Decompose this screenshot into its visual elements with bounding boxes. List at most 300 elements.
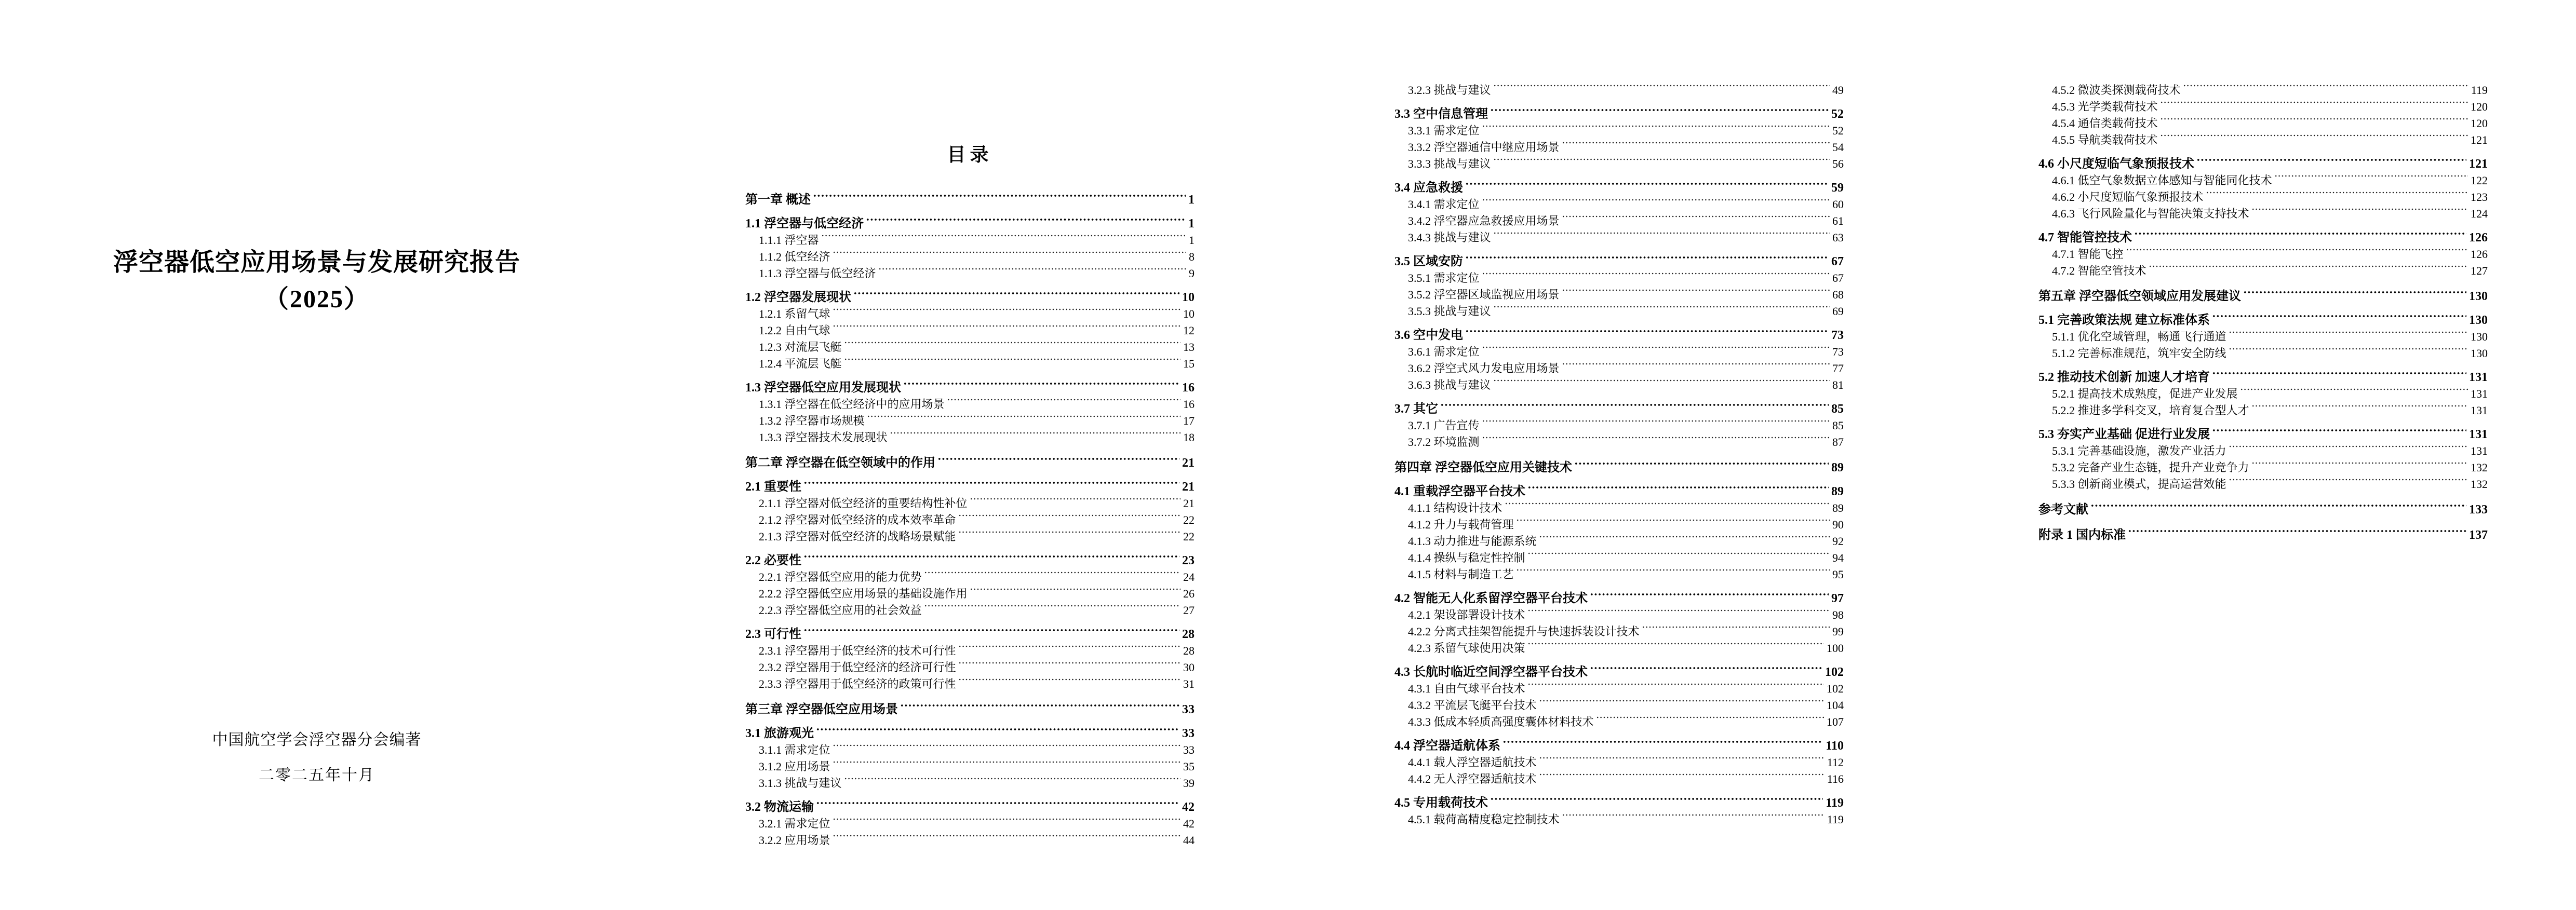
dot-leader [903,379,1179,396]
toc-entry-label: 3.5 区域安防 [1394,255,1463,268]
toc-entry-label: 4.4.2 无人浮空器适航技术 [1408,772,1537,785]
dot-leader [2229,443,2468,459]
dot-leader [970,586,1180,602]
toc-entry[interactable] [1394,229,1844,246]
toc-entry-page: 15 [1183,357,1195,370]
toc-entry-label: 1.2.4 平流层飞艇 [759,357,842,370]
toc-entry[interactable] [1394,401,1844,417]
toc-entry-page: 10 [1182,291,1195,304]
dot-leader [1527,681,1824,697]
toc-entry-page: 97 [1831,592,1844,605]
toc-entry-label: 第三章 浮空器低空应用场景 [745,703,898,716]
toc-entry-page: 26 [1183,587,1195,600]
dot-leader [1482,123,1830,139]
toc-entry[interactable] [2038,132,2488,148]
toc-entry-page: 130 [2471,330,2488,343]
toc-entry-label: 4.4.1 载人浮空器适航技术 [1408,756,1537,769]
dot-leader [816,725,1179,742]
toc-entry[interactable] [1394,483,1844,500]
toc-entry[interactable] [2038,206,2488,222]
toc-entry[interactable] [1394,566,1844,583]
dot-leader [2251,459,2468,476]
toc-entry-page: 116 [1827,772,1844,785]
dot-leader [1482,417,1830,434]
toc-entry[interactable] [2038,459,2488,476]
toc-entry-page: 22 [1183,513,1195,526]
toc-entry[interactable] [745,552,1195,569]
dot-leader [1505,500,1830,517]
dot-leader [1502,738,1823,754]
toc-entry-page: 131 [2469,428,2488,441]
dot-leader [1516,566,1830,583]
toc-entry-page: 16 [1182,381,1195,395]
toc-entry[interactable] [2038,329,2488,345]
cover-page [0,0,634,910]
toc-entry[interactable] [1394,697,1844,714]
toc-entry[interactable] [2038,156,2488,172]
toc-entry-label: 第五章 浮空器低空领域应用发展建议 [2038,290,2241,303]
toc-entry[interactable] [1394,417,1844,434]
toc-entry-page: 1 [1188,193,1195,207]
toc-entry[interactable] [745,659,1195,676]
toc-entry-label: 4.1.4 操纵与稳定性控制 [1408,551,1525,564]
toc-entry-label: 3.4.1 需求定位 [1408,198,1480,211]
toc-entry-page: 33 [1182,727,1195,740]
toc-list-3 [2038,82,2488,544]
report-date: 二零二五年十月 [259,767,375,784]
toc-entry[interactable] [1394,533,1844,550]
dot-leader [2206,189,2468,206]
dot-leader [2126,246,2468,263]
toc-entry[interactable] [1394,681,1844,697]
toc-entry-label: 4.3.2 平流层飞艇平台技术 [1408,699,1537,712]
toc-entry[interactable] [1394,287,1844,303]
dot-leader [878,265,1186,282]
toc-list-1 [745,183,1195,849]
dot-leader [2160,132,2468,148]
toc-entry-page: 21 [1182,456,1195,470]
toc-entry[interactable] [1394,590,1844,607]
toc-entry-page: 21 [1183,497,1195,510]
toc-entry[interactable] [2038,369,2488,386]
toc-entry[interactable] [1394,738,1844,754]
dot-leader [2243,288,2466,305]
toc-entry[interactable] [2038,229,2488,246]
dot-leader [958,643,1180,659]
report-title-year: （2025） [263,286,370,313]
toc-entry-page: 130 [2471,347,2488,360]
toc-entry[interactable] [2038,501,2488,518]
dot-leader [1482,434,1830,451]
toc-entry-page: 94 [1832,551,1844,564]
toc-entry-page: 69 [1832,305,1844,318]
toc-entry[interactable] [745,413,1195,429]
toc-entry-page: 28 [1183,644,1195,657]
toc-entry[interactable] [745,816,1195,832]
toc-entry-page: 121 [2471,133,2488,146]
toc-entry-label: 4.6.2 小尺度短临气象预报技术 [2052,191,2204,203]
toc-entry-label: 3.4 应急救援 [1394,181,1463,195]
toc-entry[interactable] [745,676,1195,692]
toc-entry-page: 8 [1189,250,1195,263]
toc-entry-page: 131 [2471,404,2488,417]
toc-entry-label: 5.2.1 提高技术成熟度，促进产业发展 [2052,387,2238,400]
toc-entry-page: 122 [2471,174,2488,187]
toc-entry[interactable] [745,192,1195,208]
toc-entry[interactable] [2038,288,2488,305]
toc-entry-page: 60 [1832,198,1844,211]
dot-leader [1440,401,1829,417]
dot-leader [844,775,1180,792]
toc-entry-label: 3.4.2 浮空器应急救援应用场景 [1408,214,1560,227]
toc-entry[interactable] [1394,180,1844,196]
toc-entry[interactable] [1394,550,1844,566]
toc-entry-label: 3.3 空中信息管理 [1394,107,1488,121]
dot-leader [1482,344,1830,360]
toc-entry[interactable] [745,379,1195,396]
toc-entry[interactable] [2038,263,2488,279]
toc-entry-page: 126 [2469,231,2488,245]
toc-entry-label: 4.6 小尺度短临气象预报技术 [2038,157,2194,171]
toc-entry[interactable] [1394,795,1844,811]
toc-entry-label: 2.3.2 浮空器用于低空经济的经济可行性 [759,661,956,674]
toc-entry[interactable] [745,569,1195,586]
toc-entry[interactable] [745,602,1195,619]
dot-leader [937,455,1179,471]
toc-entry[interactable] [2038,99,2488,115]
toc-entry[interactable] [1394,139,1844,156]
dot-leader [958,659,1180,676]
toc-entry-label: 3.3.2 浮空器通信中继应用场景 [1408,141,1560,154]
toc-entry[interactable] [745,339,1195,356]
dot-leader [1590,590,1829,607]
toc-entry[interactable] [1394,459,1844,476]
toc-entry[interactable] [745,832,1195,849]
toc-entry[interactable] [745,528,1195,545]
toc-entry-label: 4.2.2 分离式挂架智能提升与快速拆装设计技术 [1408,625,1640,638]
toc-entry-label: 3.1 旅游观光 [745,727,814,740]
dot-leader [833,758,1180,775]
toc-entry[interactable] [2038,527,2488,544]
toc-entry-page: 137 [2469,528,2488,542]
toc-entry-page: 31 [1183,677,1195,690]
toc-entry-label: 4.1.2 升力与载荷管理 [1408,518,1514,531]
dot-leader [2240,386,2468,402]
dot-leader [833,742,1180,758]
toc-entry-label: 5.2.2 推进多学科交叉，培育复合型人才 [2052,404,2249,417]
toc-entry-page: 16 [1183,398,1195,411]
toc-entry-page: 52 [1832,124,1844,137]
toc-entry-label: 4.1.1 结构设计技术 [1408,501,1502,514]
dot-leader [1490,106,1829,123]
dot-leader [1493,377,1830,393]
toc-entry[interactable] [745,306,1195,322]
dot-leader [1493,156,1830,172]
toc-entry[interactable] [2038,189,2488,206]
toc-entry[interactable] [745,396,1195,413]
toc-entry[interactable] [1394,327,1844,344]
toc-entry-page: 27 [1183,604,1195,617]
dot-leader [958,676,1180,692]
toc-entry-page: 130 [2469,314,2488,327]
toc-entry-page: 85 [1831,402,1844,416]
toc-entry-page: 54 [1832,141,1844,154]
toc-entry-page: 119 [2471,84,2488,97]
toc-entry-page: 44 [1183,834,1195,847]
toc-entry-label: 4.5.1 载荷高精度稳定控制技术 [1408,813,1560,826]
toc-entry-label: 4.5.5 导航类载荷技术 [2052,133,2158,146]
toc-entry-label: 3.1.1 需求定位 [759,743,830,756]
toc-entry[interactable] [1394,623,1844,640]
toc-entry-page: 124 [2471,207,2488,220]
toc-entry[interactable] [2038,476,2488,493]
toc-entry-page: 102 [1827,682,1844,695]
dot-leader [1562,139,1830,156]
toc-entry-page: 35 [1183,760,1195,773]
toc-entry[interactable] [745,232,1195,249]
dot-leader [1493,303,1830,320]
toc-entry-label: 2.1.1 浮空器对低空经济的重要结构性补位 [759,497,968,510]
toc-entry[interactable] [745,479,1195,495]
dot-leader [1539,771,1824,787]
toc-entry-label: 4.3 长航时临近空间浮空器平台技术 [1394,665,1588,679]
toc-entry[interactable] [1394,607,1844,623]
toc-entry[interactable] [1394,156,1844,172]
toc-entry-label: 5.3.1 完善基础设施，激发产业活力 [2052,444,2226,457]
toc-entry-label: 5.1 完善政策法规 建立标准体系 [2038,314,2210,327]
toc-entry-label: 4.3.1 自由气球平台技术 [1408,682,1525,695]
toc-entry[interactable] [745,289,1195,306]
toc-entry[interactable] [1394,377,1844,393]
toc-entry-page: 131 [2471,387,2488,400]
toc-entry-page: 89 [1831,485,1844,498]
dot-leader [2251,402,2468,419]
toc-entry[interactable] [1394,196,1844,213]
dot-leader [1562,811,1824,828]
toc-entry-page: 99 [1832,625,1844,638]
dot-leader [947,396,1180,413]
toc-entry-page: 67 [1831,255,1844,268]
toc-entry[interactable] [2038,246,2488,263]
toc-entry-page: 63 [1832,231,1844,244]
toc-entry[interactable] [1394,664,1844,681]
toc-entry[interactable] [745,495,1195,512]
toc-entry[interactable] [745,265,1195,282]
toc-entry[interactable] [1394,714,1844,730]
toc-entry-page: 33 [1183,743,1195,756]
toc-entry-page: 18 [1183,431,1195,444]
toc-entry-page: 28 [1182,628,1195,641]
toc-entry[interactable] [2038,345,2488,362]
toc-entry-label: 3.2.3 挑战与建议 [1408,84,1491,97]
toc-entry-label: 2.1.2 浮空器对低空经济的成本效率革命 [759,513,956,526]
toc-entry-label: 1.2.2 自由气球 [759,324,830,337]
toc-entry-label: 2.2.3 浮空器低空应用的社会效益 [759,604,922,617]
toc-entry[interactable] [745,429,1195,446]
toc-list-2 [1394,82,1844,828]
toc-entry[interactable] [745,356,1195,372]
toc-entry[interactable] [1394,123,1844,139]
toc-entry[interactable] [2038,82,2488,99]
toc-entry-label: 3.6.3 挑战与建议 [1408,378,1491,391]
toc-entry[interactable] [1394,517,1844,533]
toc-entry[interactable] [1394,500,1844,517]
toc-entry[interactable] [745,322,1195,339]
toc-entry[interactable] [745,758,1195,775]
toc-entry-label: 4.6.3 飞行风险量化与智能决策支持技术 [2052,207,2249,220]
toc-entry[interactable] [745,643,1195,659]
dot-leader [2134,229,2466,246]
toc-entry[interactable] [2038,386,2488,402]
toc-entry-label: 1.2 浮空器发展现状 [745,291,851,304]
report-author: 中国航空学会浮空器分会编著 [212,731,422,749]
toc-entry[interactable] [745,701,1195,718]
toc-entry[interactable] [2038,172,2488,189]
dot-leader [2251,206,2468,222]
toc-entry-label: 4.6.1 低空气象数据立体感知与智能同化技术 [2052,174,2272,187]
toc-entry[interactable] [745,249,1195,265]
dot-leader [1465,327,1829,344]
dot-leader [803,552,1179,569]
toc-entry[interactable] [745,215,1195,232]
toc-entry-page: 120 [2471,117,2488,130]
toc-entry[interactable] [1394,270,1844,287]
dot-leader [2229,476,2468,493]
toc-entry-page: 123 [2471,191,2488,203]
dot-leader [2183,82,2468,99]
dot-leader [2212,369,2466,386]
toc-entry[interactable] [1394,253,1844,270]
toc-entry-label: 5.3.3 创新商业模式，提高运营效能 [2052,478,2226,491]
dot-leader [1562,213,1830,229]
toc-entry-page: 119 [1826,796,1844,810]
dot-leader [1527,640,1824,657]
toc-entry-page: 73 [1831,329,1844,342]
toc-entry-page: 92 [1832,535,1844,548]
toc-entry-page: 42 [1182,800,1195,814]
dot-leader [1642,623,1830,640]
toc-entry[interactable] [1394,754,1844,771]
dot-leader [1482,196,1830,213]
toc-entry-page: 104 [1827,699,1844,712]
toc-entry-label: 1.2.1 系留气球 [759,307,830,320]
toc-entry-label: 3.7.2 环境监测 [1408,436,1480,449]
toc-entry[interactable] [745,742,1195,758]
toc-page-3 [2038,0,2488,910]
dot-leader [2229,329,2468,345]
dot-leader [1562,360,1830,377]
toc-entry[interactable] [1394,106,1844,123]
report-title: 浮空器低空应用场景与发展研究报告 [113,249,520,276]
dot-leader [970,495,1180,512]
toc-entry-page: 87 [1832,436,1844,449]
toc-page-1 [745,0,1195,910]
toc-entry-page: 110 [1826,739,1844,753]
toc-entry[interactable] [2038,312,2488,329]
toc-entry-page: 85 [1832,419,1844,432]
toc-entry-page: 131 [2471,444,2488,457]
dot-leader [2128,527,2466,544]
dot-leader [844,339,1180,356]
toc-entry[interactable] [1394,303,1844,320]
toc-entry[interactable] [745,586,1195,602]
toc-entry-label: 3.6.1 需求定位 [1408,345,1480,358]
dot-leader [803,479,1179,495]
toc-entry-page: 24 [1183,571,1195,583]
toc-entry-page: 77 [1832,362,1844,375]
toc-entry[interactable] [1394,434,1844,451]
toc-entry[interactable] [1394,82,1844,99]
dot-leader [821,232,1186,249]
toc-entry[interactable] [1394,344,1844,360]
toc-heading: 目录 [947,144,993,165]
toc-entry-label: 3.7 其它 [1394,402,1438,416]
toc-entry-label: 4.7 智能管控技术 [2038,231,2132,245]
toc-entry-label: 4.2.3 系留气球使用决策 [1408,642,1525,655]
toc-entry[interactable] [1394,771,1844,787]
toc-entry-label: 1.2.3 对流层飞艇 [759,341,842,354]
toc-entry-label: 3.5.3 挑战与建议 [1408,305,1491,318]
toc-entry-label: 3.1.3 挑战与建议 [759,777,842,790]
toc-entry[interactable] [745,626,1195,643]
dot-leader [1493,229,1830,246]
dot-leader [833,816,1180,832]
toc-entry-page: 126 [2471,248,2488,261]
toc-entry-page: 100 [1827,642,1844,655]
toc-entry[interactable] [1394,360,1844,377]
toc-entry[interactable] [1394,811,1844,828]
toc-entry[interactable] [745,455,1195,471]
dot-leader [1527,483,1829,500]
toc-entry[interactable] [2038,115,2488,132]
toc-entry[interactable] [2038,426,2488,443]
toc-entry[interactable] [2038,402,2488,419]
toc-entry-label: 4.5.3 光学类载荷技术 [2052,100,2158,113]
toc-entry[interactable] [745,775,1195,792]
toc-entry-label: 2.2 必要性 [745,554,801,567]
toc-entry-page: 52 [1831,107,1844,121]
toc-entry-page: 23 [1182,554,1195,567]
dot-leader [866,215,1186,232]
dot-leader [1574,459,1829,476]
toc-entry-label: 2.1.3 浮空器对低空经济的战略场景赋能 [759,530,956,543]
toc-entry-page: 1 [1189,234,1195,247]
toc-entry-page: 39 [1183,777,1195,790]
toc-entry[interactable] [1394,213,1844,229]
toc-entry[interactable] [745,725,1195,742]
toc-entry[interactable] [745,512,1195,528]
toc-entry-label: 1.1.1 浮空器 [759,234,819,247]
dot-leader [816,799,1179,816]
dot-leader [1539,533,1830,550]
toc-entry[interactable] [1394,640,1844,657]
dot-leader [844,356,1180,372]
dot-leader [1516,517,1830,533]
toc-entry-label: 第一章 概述 [745,193,811,207]
toc-entry-label: 3.5.1 需求定位 [1408,271,1480,284]
toc-entry-label: 3.1.2 应用场景 [759,760,830,773]
toc-entry[interactable] [2038,443,2488,459]
toc-entry-page: 127 [2471,264,2488,277]
toc-entry-label: 3.2 物流运输 [745,800,814,814]
toc-entry[interactable] [745,799,1195,816]
toc-entry-page: 81 [1832,378,1844,391]
toc-entry-label: 1.1 浮空器与低空经济 [745,217,864,230]
dot-leader [833,322,1180,339]
dot-leader [2212,312,2466,329]
toc-entry-label: 4.5 专用载荷技术 [1394,796,1488,810]
toc-entry-label: 5.2 推动技术创新 加速人才培育 [2038,371,2210,384]
